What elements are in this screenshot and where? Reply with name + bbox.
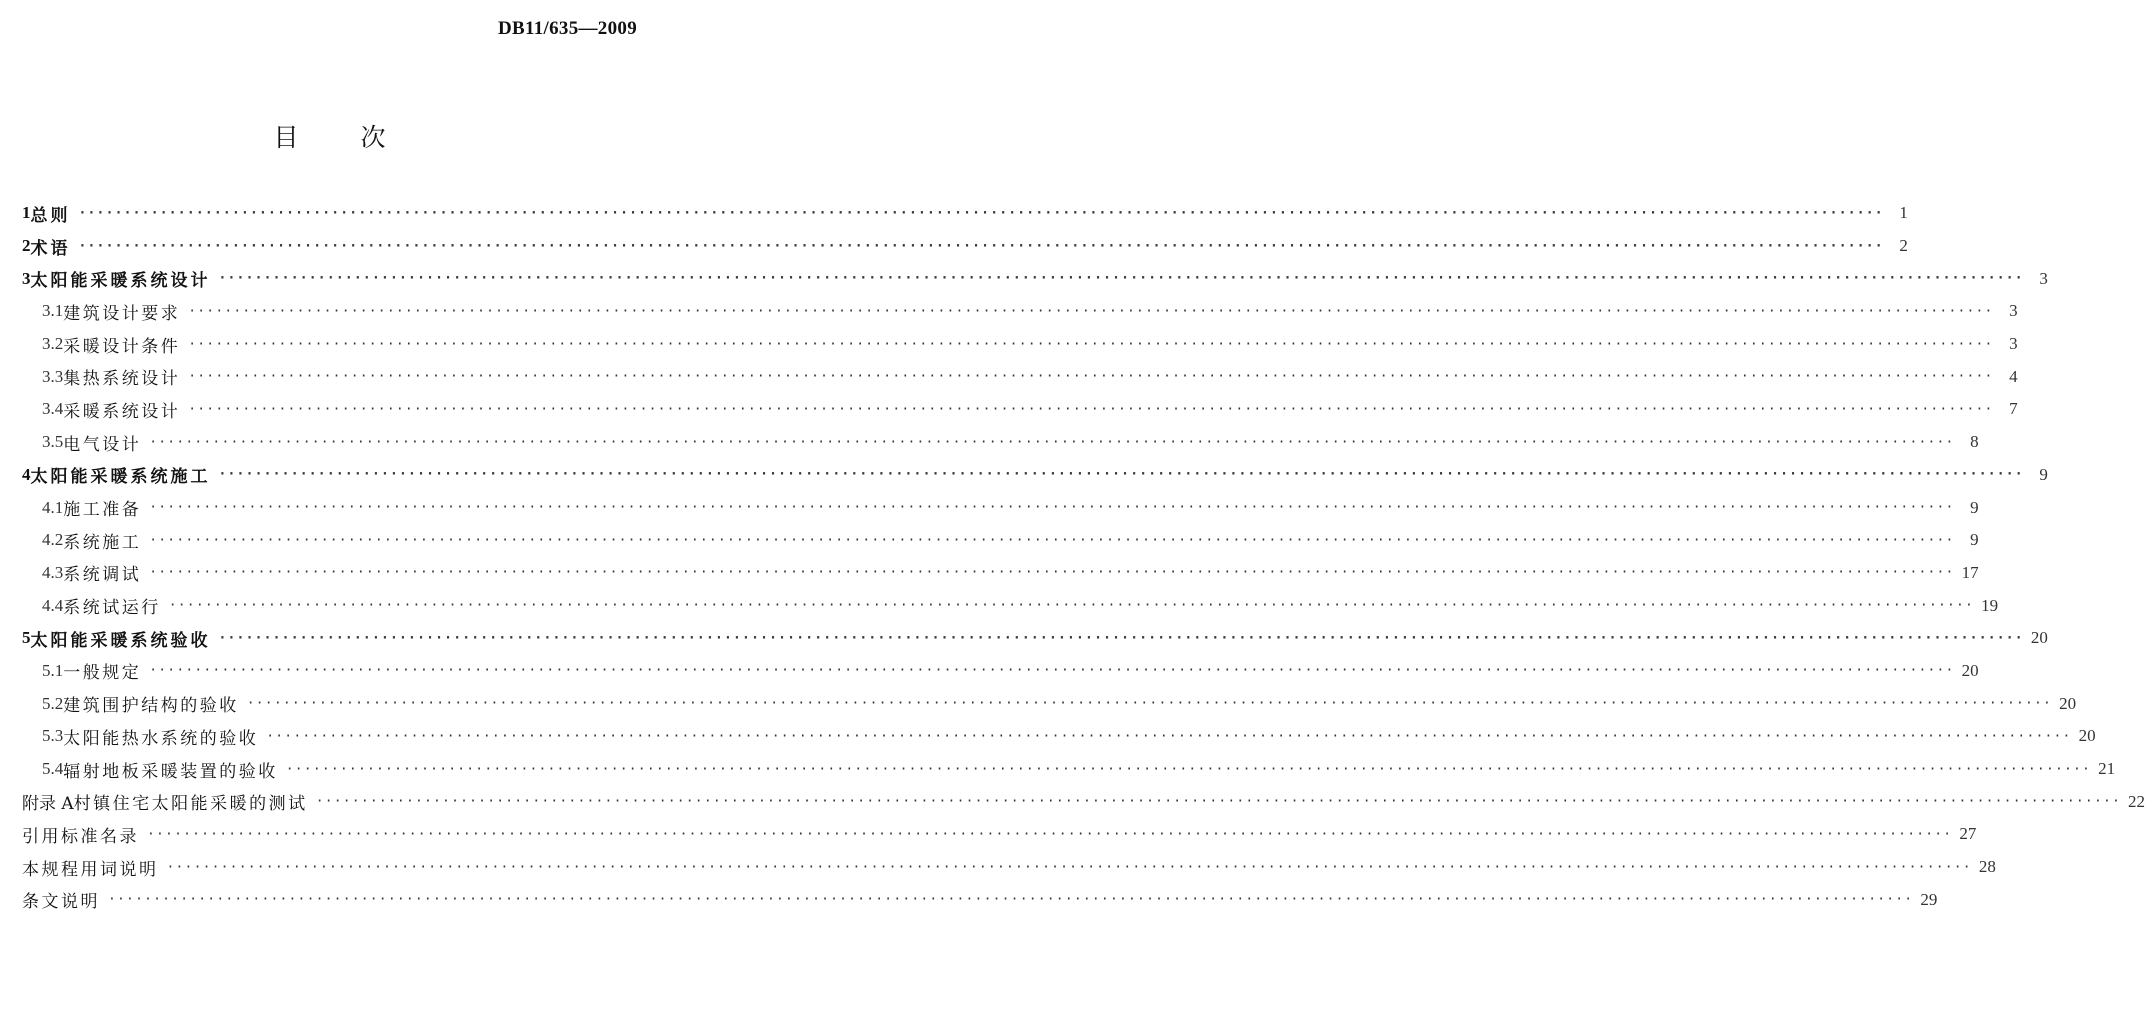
toc-entry-page: 3: [2009, 301, 2018, 321]
toc-entry-page: 3: [2009, 334, 2018, 354]
dot-leader: ········································································································································································································: [218, 467, 2024, 483]
dot-leader: ········································································································································································································: [147, 826, 1953, 842]
toc-entry[interactable]: [22, 230, 1908, 263]
toc-entry-title: 太阳能热水系统的验收: [63, 728, 259, 749]
toc-entry-title: 太阳能采暖系统验收: [30, 630, 211, 651]
toc-entry-page: 20: [2078, 726, 2096, 746]
toc-entry-number: 4.2: [42, 530, 64, 550]
toc-entry[interactable]: [22, 785, 2145, 818]
toc-entry[interactable]: [22, 589, 1999, 622]
toc-entry-number: 附录 A: [22, 794, 74, 815]
toc-entry-number: 4: [22, 464, 31, 484]
toc-entry[interactable]: [22, 360, 2018, 393]
toc-entry-number: 5.4: [42, 759, 64, 779]
toc-entry-page: 4: [2009, 366, 2018, 386]
toc-entry-page: 20: [1961, 660, 1979, 680]
table-of-contents: [22, 197, 2145, 916]
dot-leader: ········································································································································································································: [108, 892, 1914, 908]
toc-entry-page: 22: [2128, 791, 2145, 811]
toc-entry-title: 采暖系统设计: [63, 401, 181, 422]
toc-entry-title: 太阳能采暖系统施工: [30, 467, 211, 488]
toc-entry-number: 3.4: [42, 399, 64, 419]
toc-entry-title: 施工准备: [63, 500, 142, 521]
toc-entry-number: 3: [22, 268, 31, 288]
toc-entry[interactable]: [22, 262, 2048, 295]
dot-leader: ········································································································································································································: [285, 761, 2092, 777]
toc-entry[interactable]: [22, 557, 1979, 590]
toc-entry-page: 9: [1970, 497, 1979, 517]
toc-entry-title: 术语: [30, 238, 71, 259]
toc-entry[interactable]: [22, 851, 1996, 884]
toc-entry-page: 20: [2059, 693, 2077, 713]
toc-heading-char-2: 次: [360, 123, 386, 152]
toc-entry-title: 建筑设计要求: [63, 303, 181, 324]
toc-entry[interactable]: [22, 818, 1977, 851]
toc-entry[interactable]: [22, 753, 2116, 786]
toc-entry-page: 1: [1899, 203, 1908, 223]
toc-entry-title: 太阳能采暖系统设计: [30, 271, 211, 292]
toc-entry[interactable]: [22, 655, 1979, 688]
toc-entry-number: 1: [22, 203, 31, 223]
toc-entry[interactable]: [22, 393, 2018, 426]
toc-entry[interactable]: [22, 197, 1908, 230]
toc-entry-page: 21: [2098, 759, 2116, 779]
toc-entry-number: 5.2: [42, 693, 64, 713]
dot-leader: ········································································································································································································: [149, 500, 1955, 516]
dot-leader: ········································································································································································································: [188, 369, 1994, 385]
toc-heading-char-1: 目: [273, 123, 299, 152]
toc-entry-number: 4.3: [42, 562, 64, 582]
toc-entry-title: 系统试运行: [63, 598, 161, 619]
toc-entry-page: 19: [1981, 595, 1999, 615]
toc-heading: [0, 118, 659, 154]
dot-leader: ········································································································································································································: [315, 794, 2122, 810]
toc-entry-page: 17: [1961, 562, 1979, 582]
toc-entry-title: 一般规定: [63, 663, 142, 684]
dot-leader: ········································································································································································································: [78, 238, 1884, 254]
toc-entry-title: 系统施工: [63, 532, 142, 553]
toc-entry-number: 5.3: [42, 726, 64, 746]
toc-entry-title: 引用标准名录: [22, 826, 139, 847]
toc-entry-page: 20: [2030, 628, 2048, 648]
toc-entry-number: 3.3: [42, 366, 64, 386]
toc-entry-page: 27: [1959, 824, 1977, 844]
dot-leader: ········································································································································································································: [188, 401, 1994, 417]
dot-leader: ········································································································································································································: [149, 565, 1955, 581]
toc-entry-number: 3.1: [42, 301, 64, 321]
dot-leader: ········································································································································································································: [246, 696, 2053, 712]
toc-entry-title: 采暖设计条件: [63, 336, 181, 357]
dot-leader: ········································································································································································································: [149, 532, 1955, 548]
toc-entry-number: 2: [22, 236, 31, 256]
toc-entry[interactable]: [22, 883, 1938, 916]
toc-entry[interactable]: [22, 720, 2096, 753]
toc-entry[interactable]: [22, 687, 2077, 720]
toc-entry[interactable]: [22, 426, 1979, 459]
toc-entry[interactable]: [22, 622, 2048, 655]
toc-entry-page: 9: [2039, 464, 2048, 484]
dot-leader: ········································································································································································································: [166, 859, 1972, 875]
toc-entry-title: 集热系统设计: [63, 369, 181, 390]
toc-entry[interactable]: [22, 524, 1979, 557]
dot-leader: ········································································································································································································: [188, 336, 1994, 352]
standard-code: DB11/635—2009: [497, 18, 637, 39]
toc-entry-title: 系统调试: [63, 565, 142, 586]
toc-entry-page: 3: [2039, 268, 2048, 288]
toc-entry-number: 4.4: [42, 595, 64, 615]
toc-entry-title: 建筑围护结构的验收: [63, 696, 239, 717]
toc-entry-number: 3.5: [42, 432, 64, 452]
toc-entry-title: 辐射地板采暖装置的验收: [63, 761, 278, 782]
toc-entry-title: 本规程用词说明: [22, 859, 159, 880]
toc-entry-number: 5: [22, 628, 31, 648]
dot-leader: ········································································································································································································: [78, 205, 1884, 221]
toc-entry[interactable]: [22, 328, 2018, 361]
dot-leader: ········································································································································································································: [218, 630, 2024, 646]
toc-entry[interactable]: [22, 459, 2048, 492]
dot-leader: ········································································································································································································: [188, 303, 1994, 319]
toc-entry-page: 8: [1970, 432, 1979, 452]
toc-entry-title: 总则: [30, 205, 71, 226]
dot-leader: ········································································································································································································: [266, 728, 2072, 744]
toc-entry[interactable]: [22, 491, 1979, 524]
toc-entry-page: 28: [1978, 857, 1996, 877]
toc-entry-title: 条文说明: [22, 892, 100, 913]
dot-leader: ········································································································································································································: [218, 271, 2024, 287]
toc-entry-number: 4.1: [42, 497, 64, 517]
toc-entry-page: 9: [1970, 530, 1979, 550]
toc-entry-page: 29: [1920, 889, 1938, 909]
toc-entry[interactable]: [22, 295, 2018, 328]
toc-entry-title: 电气设计: [63, 434, 142, 455]
toc-entry-title: 村镇住宅太阳能采暖的测试: [73, 794, 308, 815]
dot-leader: ········································································································································································································: [149, 663, 1955, 679]
toc-entry-number: 5.1: [42, 660, 64, 680]
toc-entry-number: 3.2: [42, 334, 64, 354]
dot-leader: ········································································································································································································: [168, 598, 1975, 614]
toc-entry-page: 7: [2009, 399, 2018, 419]
toc-entry-page: 2: [1899, 236, 1908, 256]
dot-leader: ········································································································································································································: [149, 434, 1955, 450]
